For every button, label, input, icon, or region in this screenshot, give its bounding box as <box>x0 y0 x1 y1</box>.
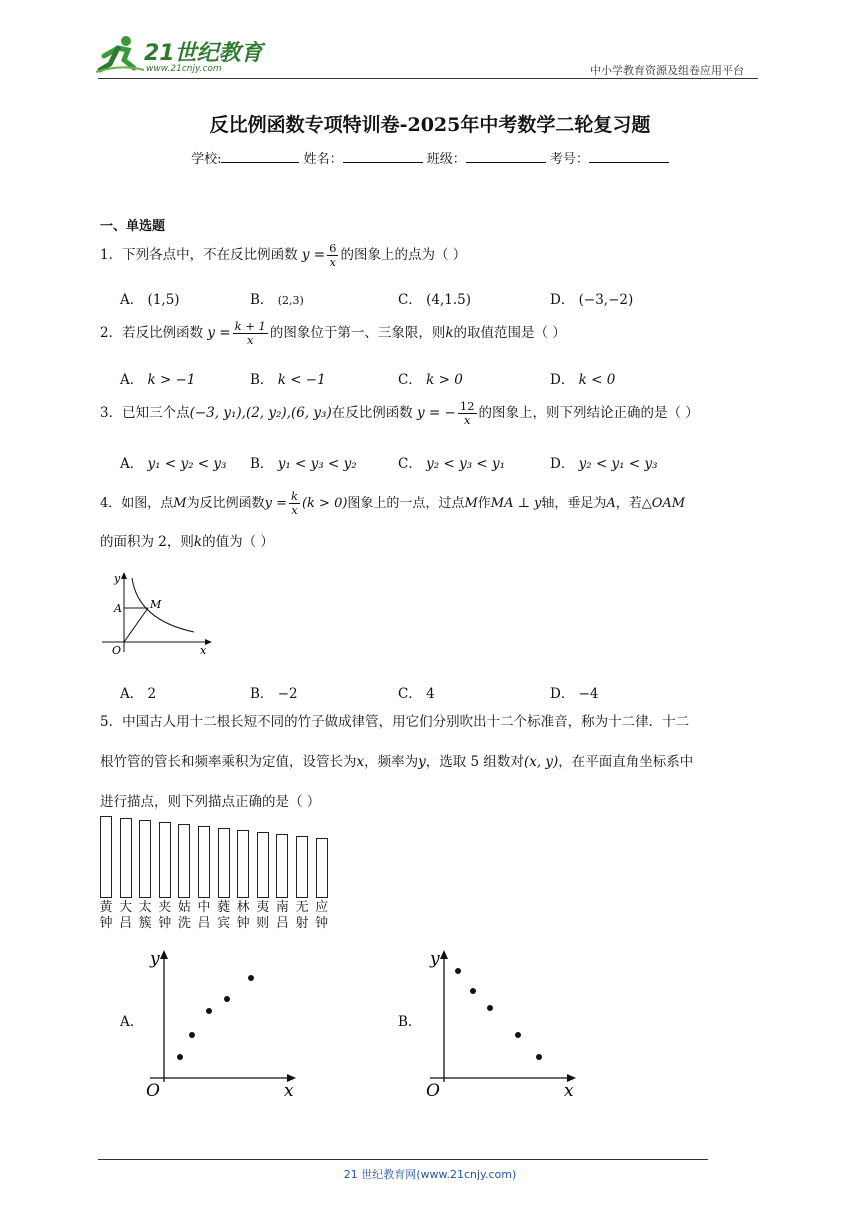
q4-option-a[interactable]: A． 2 <box>120 686 157 702</box>
q4-option-d[interactable]: D． −4 <box>550 686 599 702</box>
q4-fraction: $\frac{k}{x}$ <box>291 489 298 518</box>
q2-option-a[interactable]: A． k > −1 <box>120 372 196 388</box>
logo-url: www.21cnjy.com <box>146 64 222 74</box>
q1-frac-num: 6 <box>329 241 337 255</box>
q1-fraction <box>327 242 338 269</box>
svg-text:O: O <box>426 1081 440 1098</box>
q4-figure <box>98 568 218 658</box>
bamboo-pipe <box>198 826 210 898</box>
pipe-name: 夷 则 <box>256 900 270 931</box>
q5-option-b-label[interactable]: B. <box>398 1014 413 1030</box>
svg-text:y: y <box>430 949 440 969</box>
q3-option-a[interactable]: A． y₁ < y₂ < y₃ <box>120 456 227 472</box>
pipe-name: 蕤 宾 <box>217 900 231 931</box>
q2-fraction: $\frac{k + 1}{x}$ <box>234 319 266 348</box>
bamboo-pipe <box>218 828 230 898</box>
q5-option-a-label[interactable]: A. <box>120 1014 135 1030</box>
bamboo-pipe <box>316 838 328 898</box>
exam-no-label: 考号： <box>549 152 589 167</box>
name-label: 姓名： <box>303 152 343 167</box>
class-blank <box>466 162 546 163</box>
q1-option-b[interactable]: B． (2,3) <box>250 292 304 308</box>
bamboo-pipe <box>159 822 171 898</box>
data-point <box>224 996 230 1002</box>
section-heading: 一、单选题 <box>100 219 166 234</box>
bamboo-pipe <box>276 834 288 898</box>
q2-option-c[interactable]: C． k > 0 <box>398 372 463 388</box>
header-divider <box>98 78 758 79</box>
page-title: 反比例函数专项特训卷-2025年中考数学二轮复习题 <box>209 114 651 136</box>
question-2: 2．若反比例函数 y = $\frac{k + 1}{x}$ 的图象位于第一、三象限，则k的取值范围是（ ） <box>100 319 566 348</box>
exam-no-blank <box>589 162 669 163</box>
school-label: 学校: <box>191 152 222 167</box>
header-logo <box>96 34 266 76</box>
q4-option-b[interactable]: B． −2 <box>250 686 298 702</box>
name-blank <box>343 162 423 163</box>
svg-text:y: y <box>114 572 121 585</box>
pipe-name: 应 钟 <box>315 900 329 931</box>
svg-text:x: x <box>284 1081 294 1098</box>
q4-option-c[interactable]: C． 4 <box>398 686 435 702</box>
question-4-line2: 的面积为 2，则k的值为（ ） <box>100 534 274 550</box>
svg-text:M: M <box>150 598 162 611</box>
header-tagline: 中小学教育资源及组卷应用平台 <box>590 64 744 77</box>
q1-text-end: 的图象上的点为（ ） <box>340 247 467 264</box>
data-point <box>248 975 254 981</box>
q3-option-c[interactable]: C． y₂ < y₃ < y₁ <box>398 456 506 472</box>
bamboo-pipe <box>120 818 132 898</box>
q1-func: y = <box>301 247 326 264</box>
runner-logo-icon <box>96 34 146 76</box>
student-info <box>0 148 860 167</box>
q1-option-c[interactable]: C． (4,1.5) <box>398 292 472 308</box>
school-blank <box>221 162 299 163</box>
pipe-name: 南 吕 <box>275 900 289 931</box>
q3-option-b[interactable]: B． y₁ < y₃ < y₂ <box>250 456 357 472</box>
q1-option-d[interactable]: D． (−3,−2) <box>550 292 634 308</box>
bamboo-pipe <box>139 820 151 898</box>
logo-text: 21世纪教育 <box>144 41 263 66</box>
question-4: 4．如图，点M为反比例函数y = $\frac{k}{x}$ (k > 0)图象上的一点，过点M作MA ⊥ y轴，垂足为A，若△OAM <box>100 489 686 518</box>
pipe-name: 夹 钟 <box>158 900 172 931</box>
data-point <box>487 1005 493 1011</box>
bamboo-pipe <box>296 836 308 898</box>
q3-option-d[interactable]: D． y₂ < y₁ < y₃ <box>550 456 658 472</box>
q5-option-a-graph[interactable] <box>140 946 300 1098</box>
pipe-name: 姑 洗 <box>177 900 191 931</box>
bamboo-pipe <box>237 830 249 898</box>
question-1 <box>100 242 466 269</box>
pipe-name: 太 簇 <box>138 900 152 931</box>
bamboo-pipe <box>100 816 112 898</box>
svg-text:x: x <box>200 644 207 657</box>
svg-text:y: y <box>150 949 160 969</box>
class-label: 班级： <box>426 152 466 167</box>
question-3: 3．已知三个点(−3, y₁),(2, y₂),(6, y₃)在反比例函数 y = − $\frac{12}{x}$ 的图象上，则下列结论正确的是（ ） <box>100 399 699 428</box>
q3-fraction: $\frac{12}{x}$ <box>459 399 475 428</box>
q5-option-b-graph[interactable] <box>420 946 580 1098</box>
data-point <box>455 968 461 974</box>
bamboo-pipe <box>178 824 190 898</box>
q1-frac-den: x <box>329 255 337 270</box>
data-point <box>177 1054 183 1060</box>
svg-text:A: A <box>114 602 122 615</box>
bamboo-pipe <box>257 832 269 898</box>
pipe-name: 林 钟 <box>236 900 250 931</box>
svg-text:x: x <box>564 1081 574 1098</box>
data-point <box>536 1054 542 1060</box>
q1-number: 1． <box>100 247 123 264</box>
pipe-name: 中 吕 <box>197 900 211 931</box>
footer-text: 21 世纪教育网(www.21cnjy.com) <box>343 1168 517 1181</box>
pipe-name: 无 射 <box>295 900 309 931</box>
footer-divider <box>98 1159 708 1160</box>
data-point <box>206 1008 212 1014</box>
svg-text:O: O <box>112 644 122 657</box>
q1-option-a[interactable]: A． (1,5) <box>120 292 180 308</box>
q1-text: 下列各点中，不在反比例函数 <box>122 247 298 264</box>
question-5-line3: 进行描点，则下列描点正确的是（ ） <box>100 794 321 810</box>
data-point <box>515 1032 521 1038</box>
q2-option-d[interactable]: D． k < 0 <box>550 372 616 388</box>
pipe-name: 黄 钟 <box>99 900 113 931</box>
bamboo-pipes-figure <box>96 812 346 938</box>
q2-option-b[interactable]: B． k < −1 <box>250 372 326 388</box>
svg-text:O: O <box>146 1081 160 1098</box>
question-5-line1: 5．中国古人用十二根长短不同的竹子做成律管，用它们分别吹出十二个标准音，称为十二律．十二 <box>100 714 690 730</box>
data-point <box>189 1032 195 1038</box>
data-point <box>470 988 476 994</box>
pipe-name: 大 吕 <box>119 900 133 931</box>
question-5-line2: 根竹管的管长和频率乘积为定值，设管长为x，频率为y，选取 5 组数对(x, y)，在平面直角坐标系中 <box>100 754 694 770</box>
